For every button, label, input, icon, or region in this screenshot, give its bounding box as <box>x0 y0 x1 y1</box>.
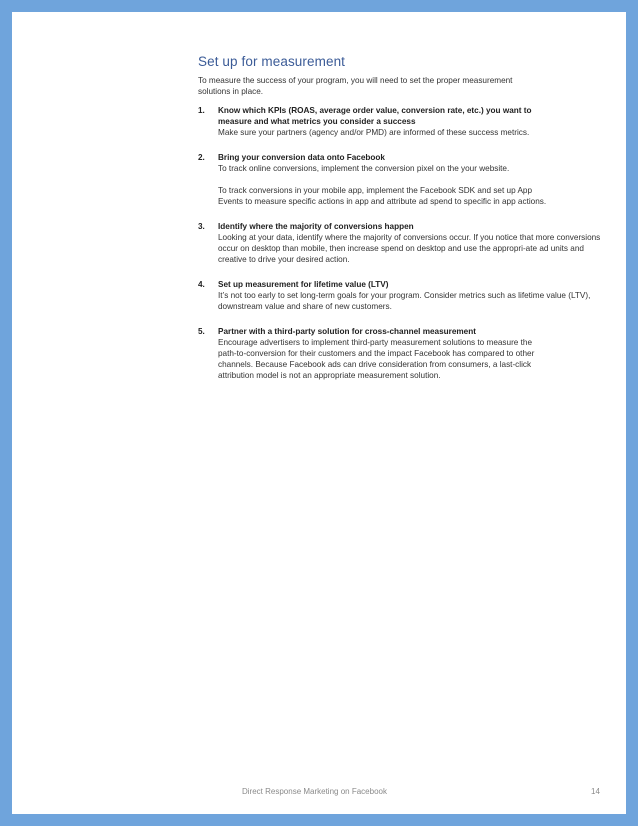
list-item-4 <box>198 279 610 312</box>
page-title: Set up for measurement <box>198 54 346 69</box>
list-item-1 <box>198 105 610 138</box>
list-heading: Set up measurement for lifetime value (LTV) <box>218 280 389 289</box>
footer-title: Direct Response Marketing on Facebook <box>242 787 387 796</box>
list-heading: Bring your conversion data onto Facebook <box>218 153 385 162</box>
list-item-3 <box>198 221 610 265</box>
intro-paragraph: To measure the success of your program, you will need to set the proper measurement solutions in place. <box>198 76 513 96</box>
list-heading: Identify where the majority of conversions happen <box>218 222 414 231</box>
list-heading: Know which KPIs (ROAS, average order value, conversion rate, etc.) you want to measure and what metrics you consider a success <box>218 106 532 126</box>
list-body: Encourage advertisers to implement third-party measurement solutions to measure the path-to-conversion for their customers and the impact Facebook has compared to other channels. Because Facebook ads can drive consideration from consumers, a last-click attribution model is not an appropriate measurement solution. <box>218 338 535 380</box>
list-number: 5. <box>198 327 205 336</box>
document-page <box>12 12 626 814</box>
list-body: It’s not too early to set long-term goals for your program. Consider metrics such as lifetime value (LTV), downstream value and share of new customers. <box>218 291 591 311</box>
list-body: Looking at your data, identify where the majority of conversions occur. If you notice that more conversions occur on desktop than mobile, then increase spend on desktop and use the appropri-ate ad units and creative to drive your desired action. <box>218 233 601 264</box>
list-number: 2. <box>198 153 205 162</box>
page-number: 14 <box>591 787 600 796</box>
content-area <box>198 54 610 395</box>
list-item-5 <box>198 326 610 381</box>
list-number: 3. <box>198 222 205 231</box>
list-item-2 <box>198 152 610 207</box>
list-number: 1. <box>198 106 205 115</box>
list-body: To track conversions in your mobile app, implement the Facebook SDK and set up App Events to measure specific actions in app and attribute ad spend to specific in app actions. <box>218 186 547 206</box>
list-body: Make sure your partners (agency and/or PMD) are informed of these success metrics. <box>218 128 530 137</box>
list-body: To track online conversions, implement the conversion pixel on the your website. <box>218 164 510 173</box>
list-number: 4. <box>198 280 205 289</box>
list-heading: Partner with a third-party solution for cross-channel measurement <box>218 327 476 336</box>
